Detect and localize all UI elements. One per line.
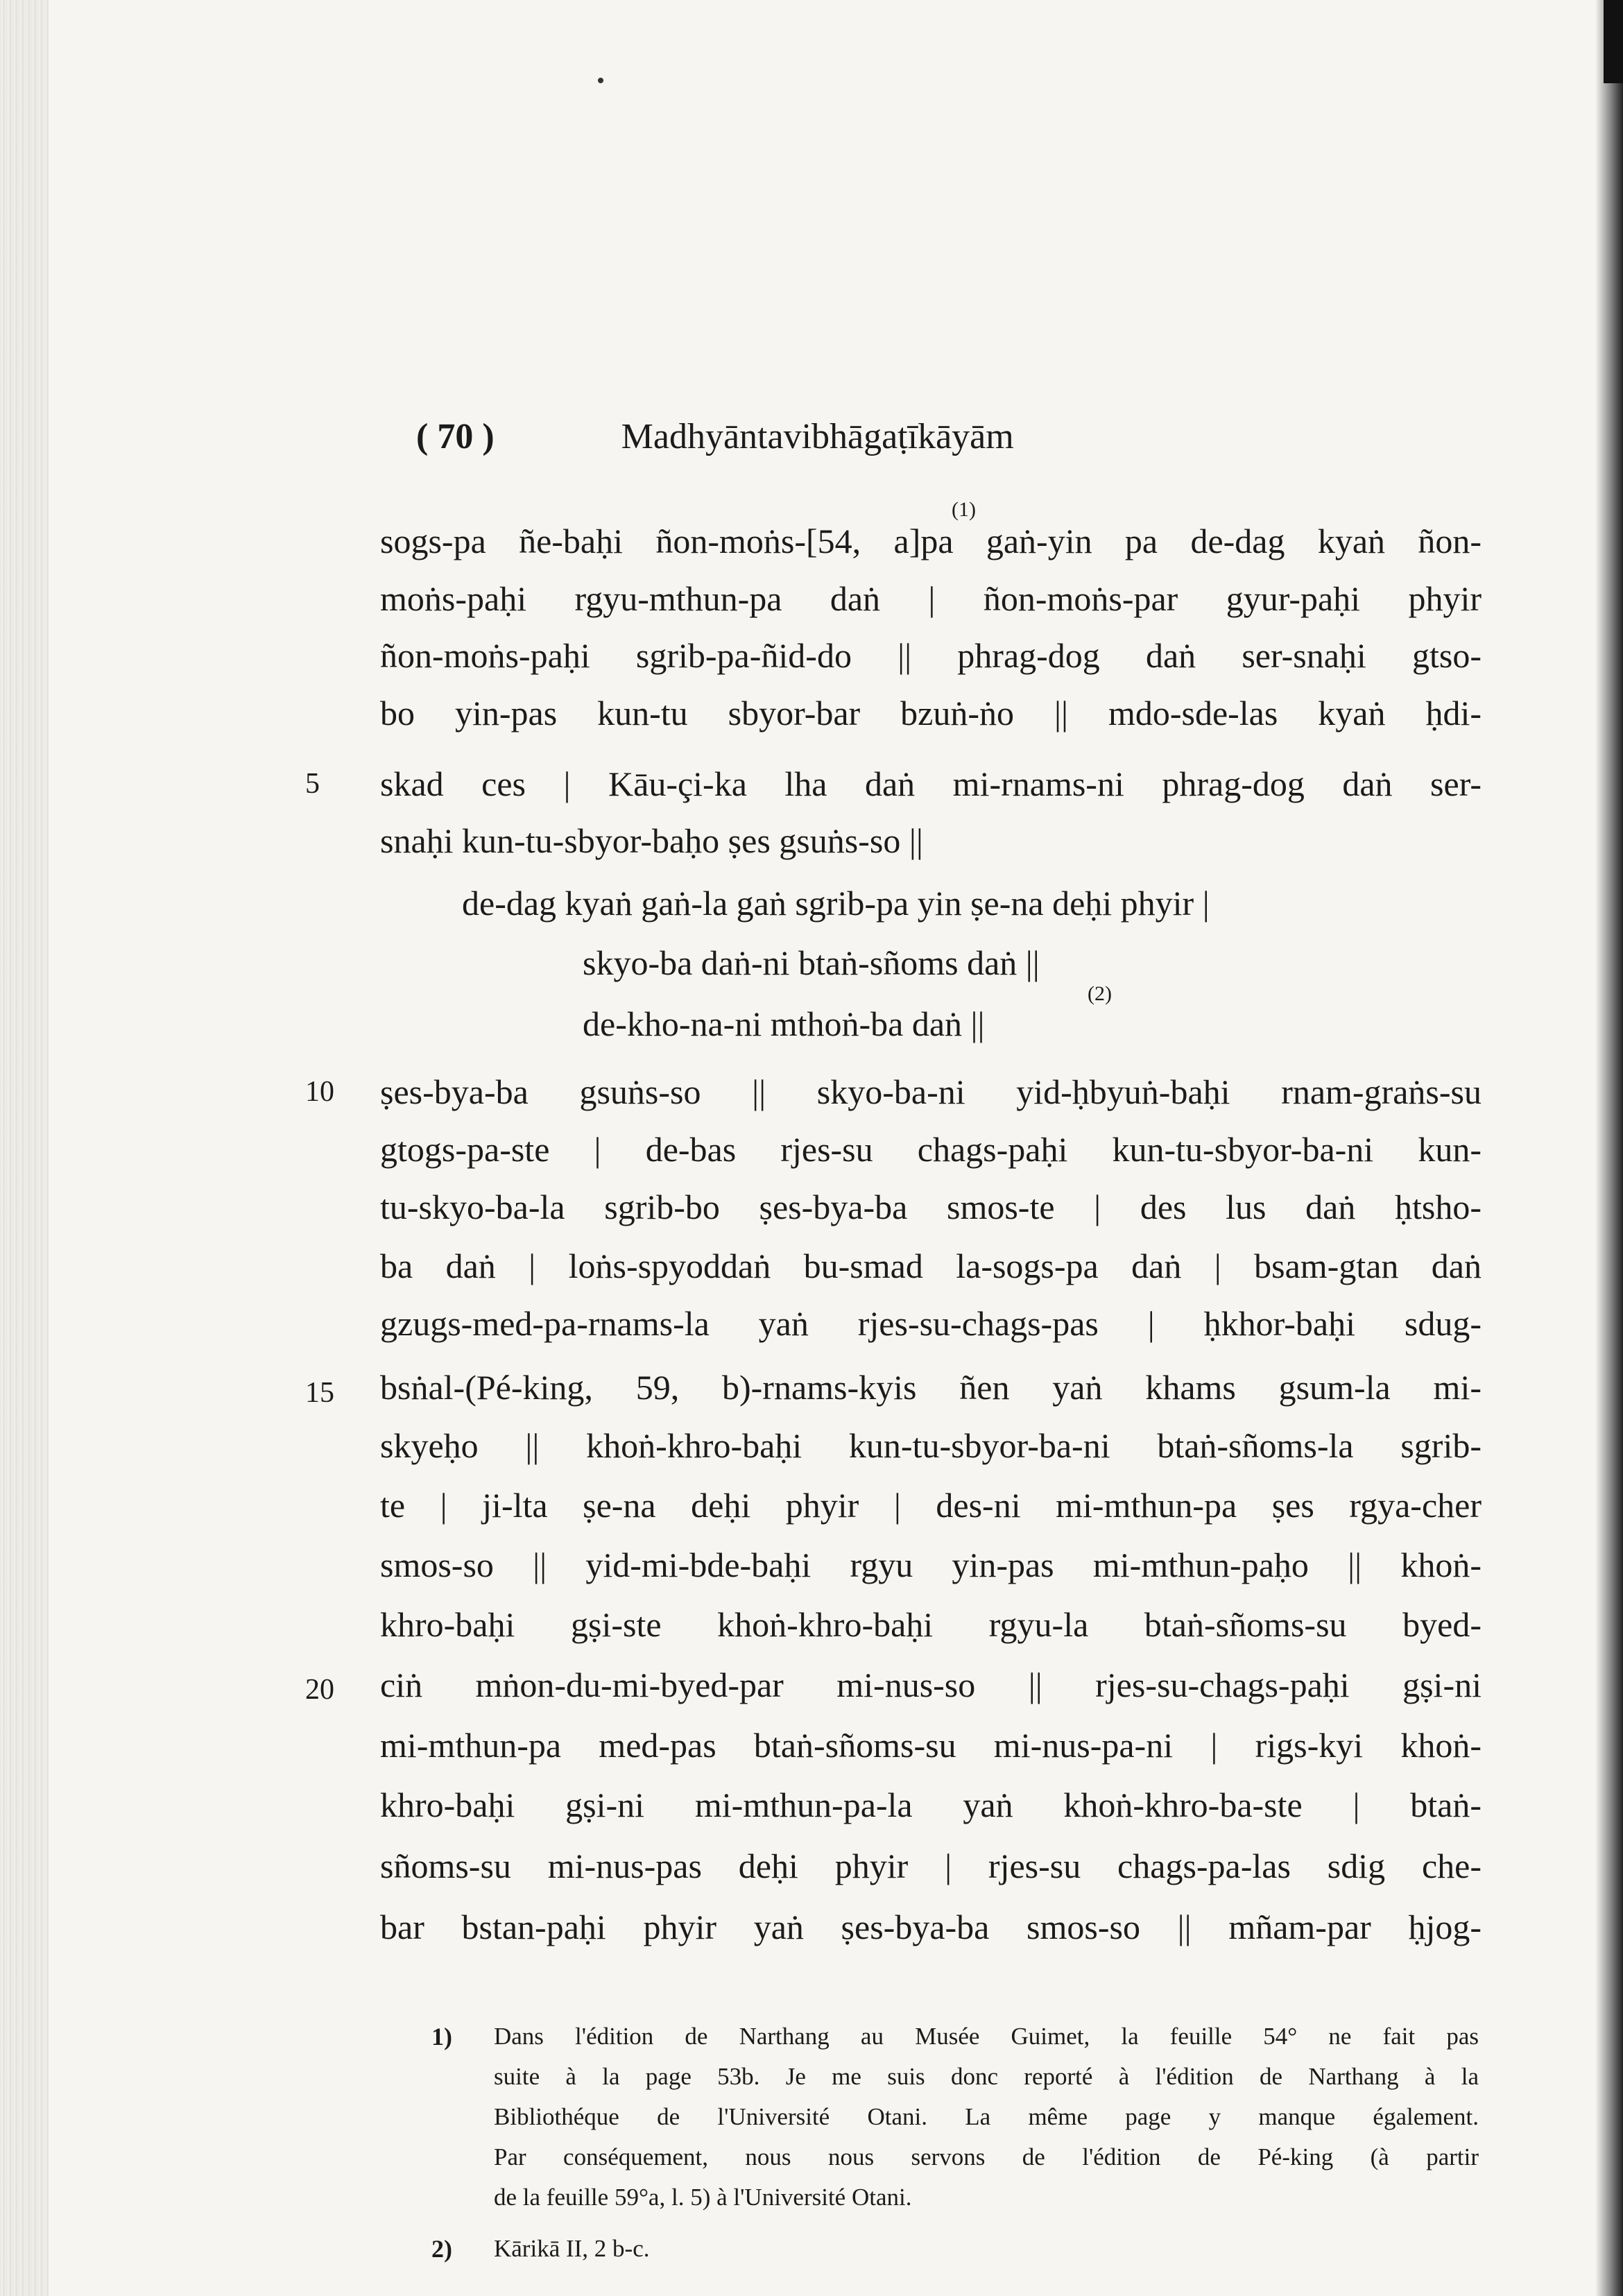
text-line: khro-baḥi gṣi-ni mi-mthun-pa-la yaṅ khoṅ-khro-ba-ste | btaṅ- [380, 1785, 1482, 1824]
line-number: 20 [305, 1674, 334, 1706]
scan-speck [598, 78, 603, 83]
line-number: 15 [305, 1377, 334, 1409]
footnote-line: de la feuille 59°a, l. 5) à l'Université Otani. [494, 2184, 912, 2211]
text-line: sogs-pa ñe-baḥi ñon-moṅs-[54, a]pa gaṅ-yin pa de-dag kyaṅ ñon- [380, 522, 1482, 560]
footnote-line: Par conséquement, nous nous servons de l'édition de Pé-king (à partir [494, 2143, 1479, 2170]
footnote-line: Bibliothéque de l'Université Otani. La même page y manque également. [494, 2103, 1479, 2130]
line-number: 5 [305, 768, 320, 800]
footnote-1-mark: 1) [431, 2023, 452, 2050]
text-line: mi-mthun-pa med-pas btaṅ-sñoms-su mi-nus-pa-ni | rigs-kyi khoṅ- [380, 1726, 1482, 1765]
text-line: ñon-moṅs-paḥi sgrib-pa-ñid-do || phrag-dog daṅ ser-snaḥi gtso- [380, 636, 1482, 675]
footnote-ref-2: (2) [1088, 982, 1112, 1005]
verse-line: de-kho-na-ni mthoṅ-ba daṅ || [583, 1004, 985, 1043]
verse-line: de-dag kyaṅ gaṅ-la gaṅ sgrib-pa yin ṣe-na deḥi phyir | [462, 884, 1210, 923]
text-line: moṅs-paḥi rgyu-mthun-pa daṅ | ñon-moṅs-par gyur-paḥi phyir [380, 579, 1482, 618]
line-number: 10 [305, 1076, 334, 1108]
text-line: smos-so || yid-mi-bde-baḥi rgyu yin-pas mi-mthun-paḥo || khoṅ- [380, 1545, 1482, 1584]
text-line: snaḥi kun-tu-sbyor-baḥo ṣes gsuṅs-so || [380, 821, 923, 860]
page-number: ( 70 ) [416, 417, 495, 456]
text-line: bsṅal-(Pé-king, 59, b)-rnams-kyis ñen yaṅ khams gsum-la mi- [380, 1368, 1482, 1407]
footnote-2-mark: 2) [431, 2235, 452, 2263]
footnote-ref-1: (1) [952, 498, 976, 521]
text-line: tu-skyo-ba-la sgrib-bo ṣes-bya-ba smos-te | des lus daṅ ḥtsho- [380, 1188, 1482, 1226]
text-line: sñoms-su mi-nus-pas deḥi phyir | rjes-su chags-pa-las sdig che- [380, 1847, 1482, 1885]
scan-right-edge [1595, 0, 1623, 2296]
text-line: ba daṅ | loṅs-spyoddaṅ bu-smad la-sogs-pa daṅ | bsam-gtan daṅ [380, 1246, 1482, 1285]
text-line: khro-baḥi gṣi-ste khoṅ-khro-baḥi rgyu-la btaṅ-sñoms-su byed- [380, 1605, 1482, 1644]
text-line: ciṅ mṅon-du-mi-byed-par mi-nus-so || rjes-su-chags-paḥi gṣi-ni [380, 1665, 1482, 1704]
text-line: bar bstan-paḥi phyir yaṅ ṣes-bya-ba smos-so || mñam-par ḥjog- [380, 1908, 1482, 1946]
text-line: gzugs-med-pa-rnams-la yaṅ rjes-su-chags-pas | ḥkhor-baḥi sdug- [380, 1304, 1482, 1343]
text-line: te | ji-lta ṣe-na deḥi phyir | des-ni mi-mthun-pa ṣes rgya-cher [380, 1486, 1482, 1525]
scan-corner-shadow [1604, 0, 1623, 83]
running-title: Madhyāntavibhāgaṭīkāyām [621, 417, 1014, 456]
footnote-2-text: Kārikā II, 2 b-c. [494, 2235, 650, 2262]
text-line: gtogs-pa-ste | de-bas rjes-su chags-paḥi kun-tu-sbyor-ba-ni kun- [380, 1130, 1482, 1169]
text-line: skad ces | Kāu-çi-ka lha daṅ mi-rnams-ni phrag-dog daṅ ser- [380, 764, 1482, 803]
footnote-line: suite à la page 53b. Je me suis donc reporté à l'édition de Narthang à la [494, 2063, 1479, 2090]
scan-left-edge [0, 0, 49, 2296]
text-line: skyeḥo || khoṅ-khro-baḥi kun-tu-sbyor-ba-ni btaṅ-sñoms-la sgrib- [380, 1426, 1482, 1465]
footnote-line: Dans l'édition de Narthang au Musée Guimet, la feuille 54° ne fait pas [494, 2023, 1479, 2050]
verse-line: skyo-ba daṅ-ni btaṅ-sñoms daṅ || [583, 943, 1040, 982]
page-header [416, 416, 1014, 457]
text-line: bo yin-pas kun-tu sbyor-bar bzuṅ-ṅo || mdo-sde-las kyaṅ ḥdi- [380, 694, 1482, 733]
text-line: ṣes-bya-ba gsuṅs-so || skyo-ba-ni yid-ḥbyuṅ-baḥi rnam-graṅs-su [380, 1072, 1482, 1111]
